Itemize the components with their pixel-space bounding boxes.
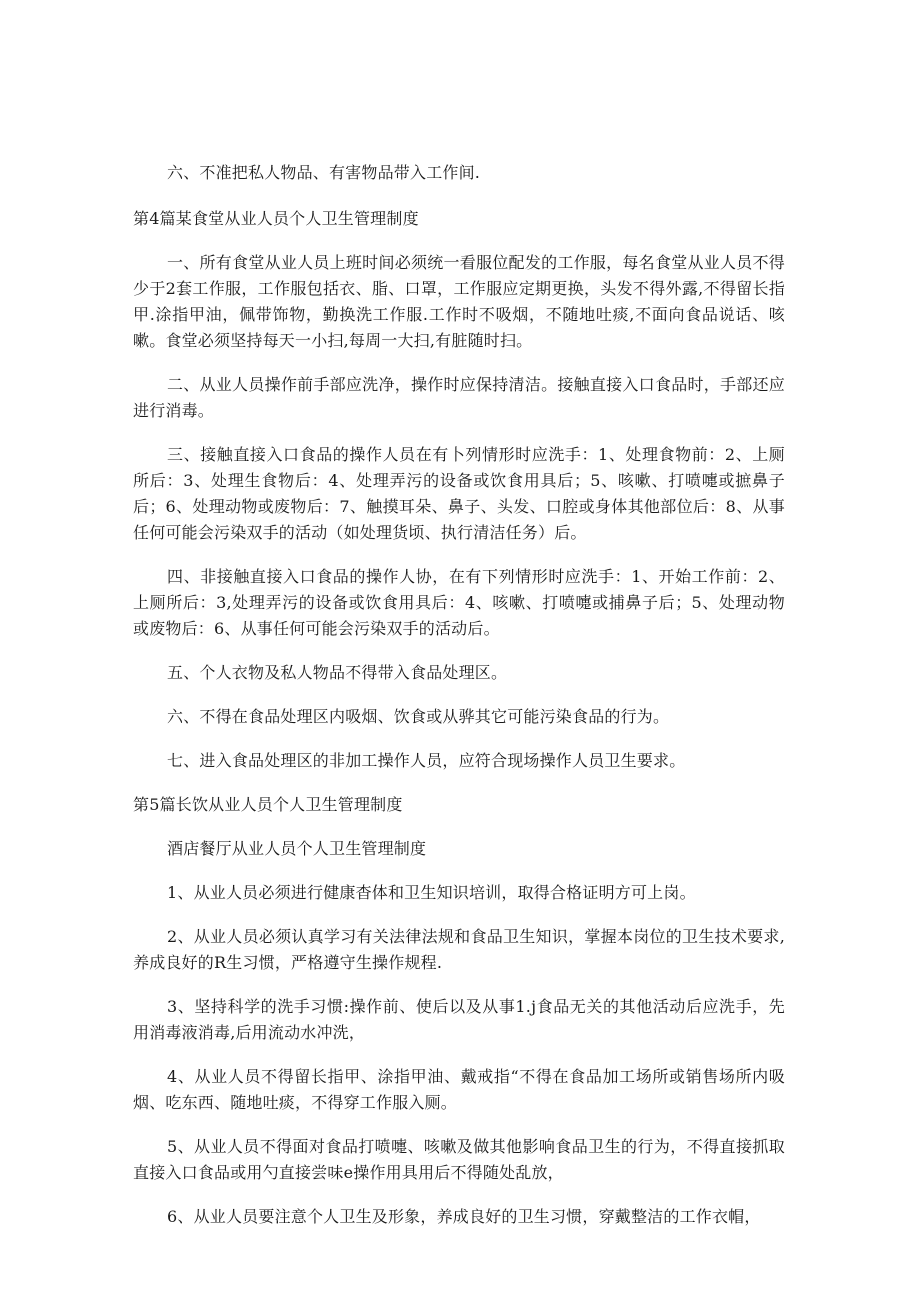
paragraph-section5-item-2: 2、从业人员必须认真学习有关法律法规和食品卫生知识，掌握本岗位的卫生技术要求,养成良好的R生习惯，严格遵守生操作规程. bbox=[133, 927, 785, 972]
paragraph-section4-item-7: 七、进入食品处理区的非加工操作人员，应符合现场操作人员卫生要求。 bbox=[167, 751, 686, 770]
document-body bbox=[133, 160, 785, 1230]
paragraph-section4-item-1: 一、所有食堂从业人员上班时间必须统一看服位配发的工作服，每名食堂从业人员不得少于2套工作服，工作服包括衣、脂、口罩，工作服应定期更换，头发不得外露,不得留长指甲.涂指甲油，佩带饰物，勤换洗工作服.工作时不吸烟，不随地吐痰,不面向食品说话、咳嗽。食堂必须坚持每天一小扫,每周一大扫,有脏随时扫。 bbox=[133, 253, 785, 350]
paragraph-section4-item-6: 六、不得在食品处理区内吸烟、饮食或从骅其它可能污染食品的行为。 bbox=[167, 707, 670, 726]
paragraph-section5-item-6: 6、从业人员要注意个人卫生及形象，养成良好的卫生习惯，穿戴整洁的工作衣帽， bbox=[167, 1207, 761, 1226]
paragraph-rule-6-private-items: 六、不准把私人物品、有害物品带入工作间. bbox=[167, 163, 481, 182]
paragraph-section4-item-5: 五、个人衣物及私人物品不得带入食品处理区。 bbox=[167, 663, 508, 682]
paragraph-section5-item-1: 1、从业人员必须进行健康杳体和卫生知识培训，取得合格证明方可上岗。 bbox=[167, 883, 696, 902]
section-heading-4: 第4篇某食堂从业人员个人卫生管理制度 bbox=[133, 209, 419, 228]
paragraph-section4-item-4: 四、非接触直接入口食品的操作人协，在有下列情形时应洗手：1、开始工作前：2、上厕所后：3,处理弄污的设备或饮食用具后：4、咳嗽、打喷嚏或捕鼻子后；5、处理动物或废物后：6、从事任何可能会污染双手的活动后。 bbox=[133, 567, 785, 638]
section-heading-5: 第5篇长饮从业人员个人卫生管理制度 bbox=[133, 795, 403, 814]
paragraph-section4-item-2: 二、从业人员操作前手部应洗净，操作时应保持清洁。接触直接入口食品时，手部还应进行消毒。 bbox=[133, 375, 785, 420]
paragraph-section5-item-4: 4、从业人员不得留长指甲、涂指甲油、戴戒指“不得在食品加工场所或销售场所内吸烟、吃东西、随地吐痰，不得穿工作服入厕。 bbox=[133, 1067, 785, 1112]
paragraph-section4-item-3: 三、接触直接入口食品的操作人员在有卜列情形时应洗手：1、处理食物前：2、上厕所后：3、处理生食物后：4、处理弄污的设备或饮食用具后；5、咳嗽、打喷嚏或摭鼻子后；6、处理动物或废物后：7、触摸耳朵、鼻子、头发、口腔或身体其他部位后：8、从事任何可能会污染双手的活动（如处理货顷、执行清洁任务）后。 bbox=[133, 445, 785, 542]
paragraph-section5-subtitle: 酒店餐厅从业人员个人卫生管理制度 bbox=[167, 839, 427, 858]
paragraph-section5-item-3: 3、坚持科学的洗手习惯:操作前、使后以及从事1.j食品无关的其他活动后应洗手，先用消毒液消毒,后用流动水冲洗， bbox=[133, 997, 785, 1042]
paragraph-section5-item-5: 5、从业人员不得面对食品打喷嚏、咳嗽及做其他影响食品卫生的行为，不得直接抓取直接入口食品或用勺直接尝味e操作用具用后不得随处乱放， bbox=[133, 1137, 785, 1182]
